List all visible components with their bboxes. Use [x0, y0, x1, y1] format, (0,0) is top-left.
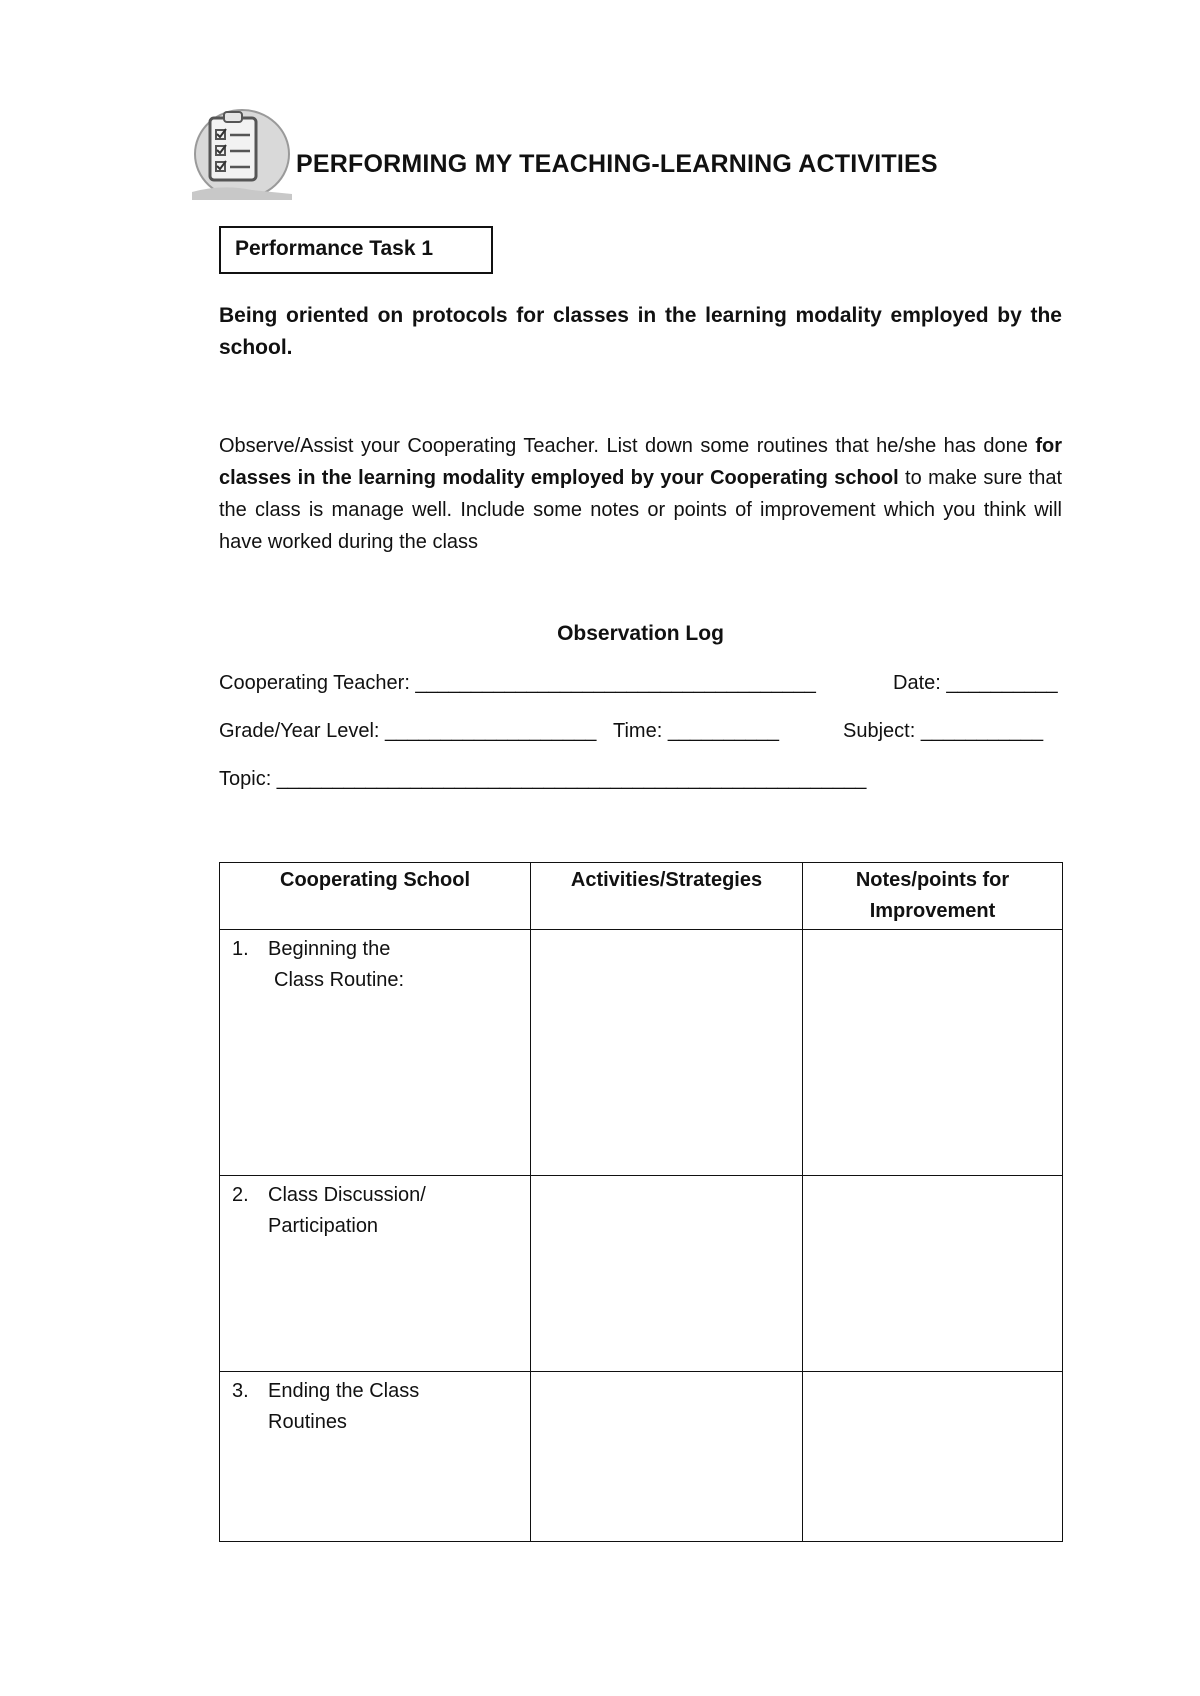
activities-cell[interactable]	[531, 930, 803, 1176]
table-row	[220, 1372, 1063, 1542]
observation-log-title: Observation Log	[557, 622, 724, 645]
column-header-activities: Activities/Strategies	[531, 863, 803, 930]
observation-table	[219, 862, 1063, 1542]
page-header	[192, 104, 1012, 200]
table-row	[220, 930, 1063, 1176]
notes-cell[interactable]	[803, 1372, 1063, 1542]
instructions-paragraph	[219, 430, 1062, 558]
task-subtitle: Being oriented on protocols for classes in the learning modality employed by the school.	[219, 304, 1062, 359]
table-header-row	[220, 863, 1063, 930]
page-title: PERFORMING MY TEACHING-LEARNING ACTIVITIES	[296, 150, 938, 178]
instructions-text-2: to make sure that the class is manage well. Include some notes or points of improvement which you think will have worked during the class	[219, 467, 1063, 553]
notes-cell[interactable]	[803, 930, 1063, 1176]
grade-level-field[interactable]: Grade/Year Level: ___________________	[219, 720, 597, 742]
routine-cell	[220, 1176, 531, 1372]
row-number: 2.	[232, 1184, 249, 1206]
routine-label: Beginning the	[268, 938, 391, 960]
routine-label-line2: Routines	[268, 1411, 347, 1433]
activities-cell[interactable]	[531, 1372, 803, 1542]
routine-label: Class Discussion/	[268, 1184, 426, 1206]
topic-field[interactable]: Topic: _____________________________________________________	[219, 768, 867, 790]
instructions-text-1: Observe/Assist your Cooperating Teacher. List down some routines that he/she has done	[219, 435, 1036, 457]
table-row	[220, 1176, 1063, 1372]
date-field[interactable]: Date: __________	[893, 672, 1058, 694]
row-number: 1.	[232, 938, 249, 960]
row-number: 3.	[232, 1380, 249, 1402]
cooperating-teacher-field[interactable]: Cooperating Teacher: ____________________________________	[219, 672, 816, 694]
time-field[interactable]: Time: __________	[613, 720, 780, 742]
routine-cell	[220, 930, 531, 1176]
column-header-notes: Notes/points for Improvement	[803, 863, 1063, 930]
performance-task-label: Performance Task 1	[235, 237, 434, 260]
performance-task-box	[219, 226, 493, 274]
column-header-cooperating-school: Cooperating School	[220, 863, 531, 930]
routine-label-line2: Class Routine:	[274, 969, 405, 991]
instructions-bold-text: for classes in the learning modality employed by your Cooperating school	[219, 435, 1062, 489]
routine-label: Ending the Class	[268, 1380, 420, 1402]
notes-cell[interactable]	[803, 1176, 1063, 1372]
subject-field[interactable]: Subject: ___________	[843, 720, 1044, 742]
activities-cell[interactable]	[531, 1176, 803, 1372]
routine-cell	[220, 1372, 531, 1542]
clipboard-checklist-icon	[192, 104, 292, 200]
routine-label-line2: Participation	[268, 1215, 379, 1237]
